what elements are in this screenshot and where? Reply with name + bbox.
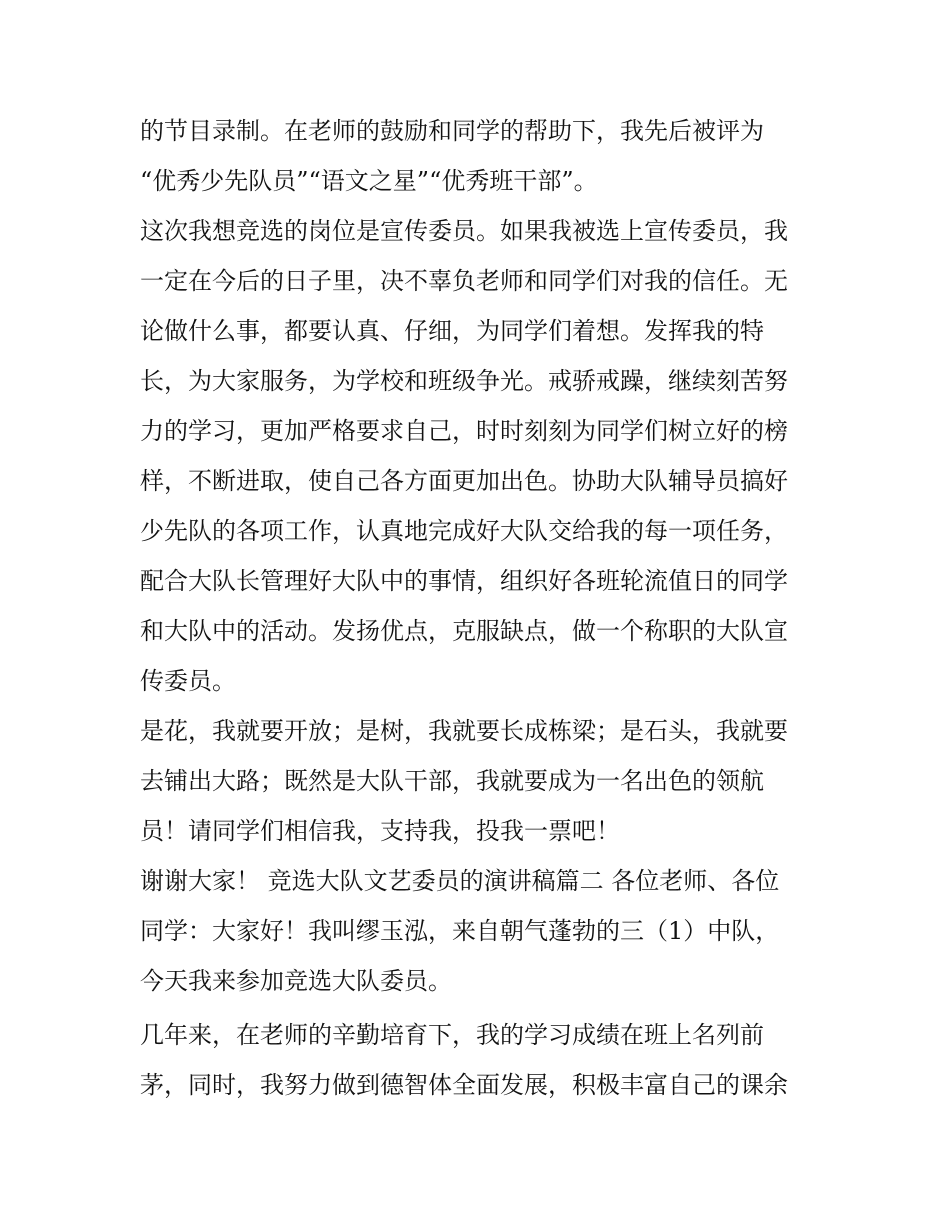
text-line: 论做什么事，都要认真、仔细，为同学们着想。发挥我的特: [140, 317, 764, 345]
text-line: 力的学习，更加严格要求自己，时时刻刻为同学们树立好的榜: [140, 417, 788, 445]
document-body: [140, 106, 820, 1110]
text-line: 员！请同学们相信我，支持我，投我一票吧！: [140, 817, 620, 845]
text-line: 一定在今后的日子里，决不辜负老师和同学们对我的信任。无: [140, 267, 788, 295]
text-line: 今天我来参加竞选大队委员。: [140, 967, 452, 995]
text-line: 样，不断进取，使自己各方面更加出色。协助大队辅导员搞好: [140, 467, 788, 495]
text-line: 和大队中的活动。发扬优点，克服缺点，做一个称职的大队宣: [140, 617, 788, 645]
text-line: 谢谢大家！ 竞选大队文艺委员的演讲稿篇二 各位老师、各位: [140, 867, 780, 895]
text-line: 同学：大家好！我叫缪玉泓，来自朝气蓬勃的三（1）中队，: [140, 917, 780, 945]
text-line: “优秀少先队员”“语文之星”“优秀班干部”。: [140, 167, 598, 195]
text-line: 长，为大家服务，为学校和班级争光。戒骄戒躁，继续刻苦努: [140, 367, 788, 395]
text-line: 茅，同时，我努力做到德智体全面发展，积极丰富自己的课余: [140, 1071, 788, 1099]
text-line: 的节目录制。在老师的鼓励和同学的帮助下，我先后被评为: [140, 117, 764, 145]
text-line: 少先队的各项工作，认真地完成好大队交给我的每一项任务，: [140, 517, 788, 545]
text-line: 传委员。: [140, 667, 236, 695]
text-line: 这次我想竞选的岗位是宣传委员。如果我被选上宣传委员，我: [140, 217, 788, 245]
text-line: 是花，我就要开放；是树，我就要长成栋梁；是石头，我就要: [140, 717, 788, 745]
text-line: 几年来，在老师的辛勤培育下，我的学习成绩在班上名列前: [140, 1021, 764, 1049]
text-line: 去铺出大路；既然是大队干部，我就要成为一名出色的领航: [140, 767, 764, 795]
text-line: 配合大队长管理好大队中的事情，组织好各班轮流值日的同学: [140, 567, 788, 595]
